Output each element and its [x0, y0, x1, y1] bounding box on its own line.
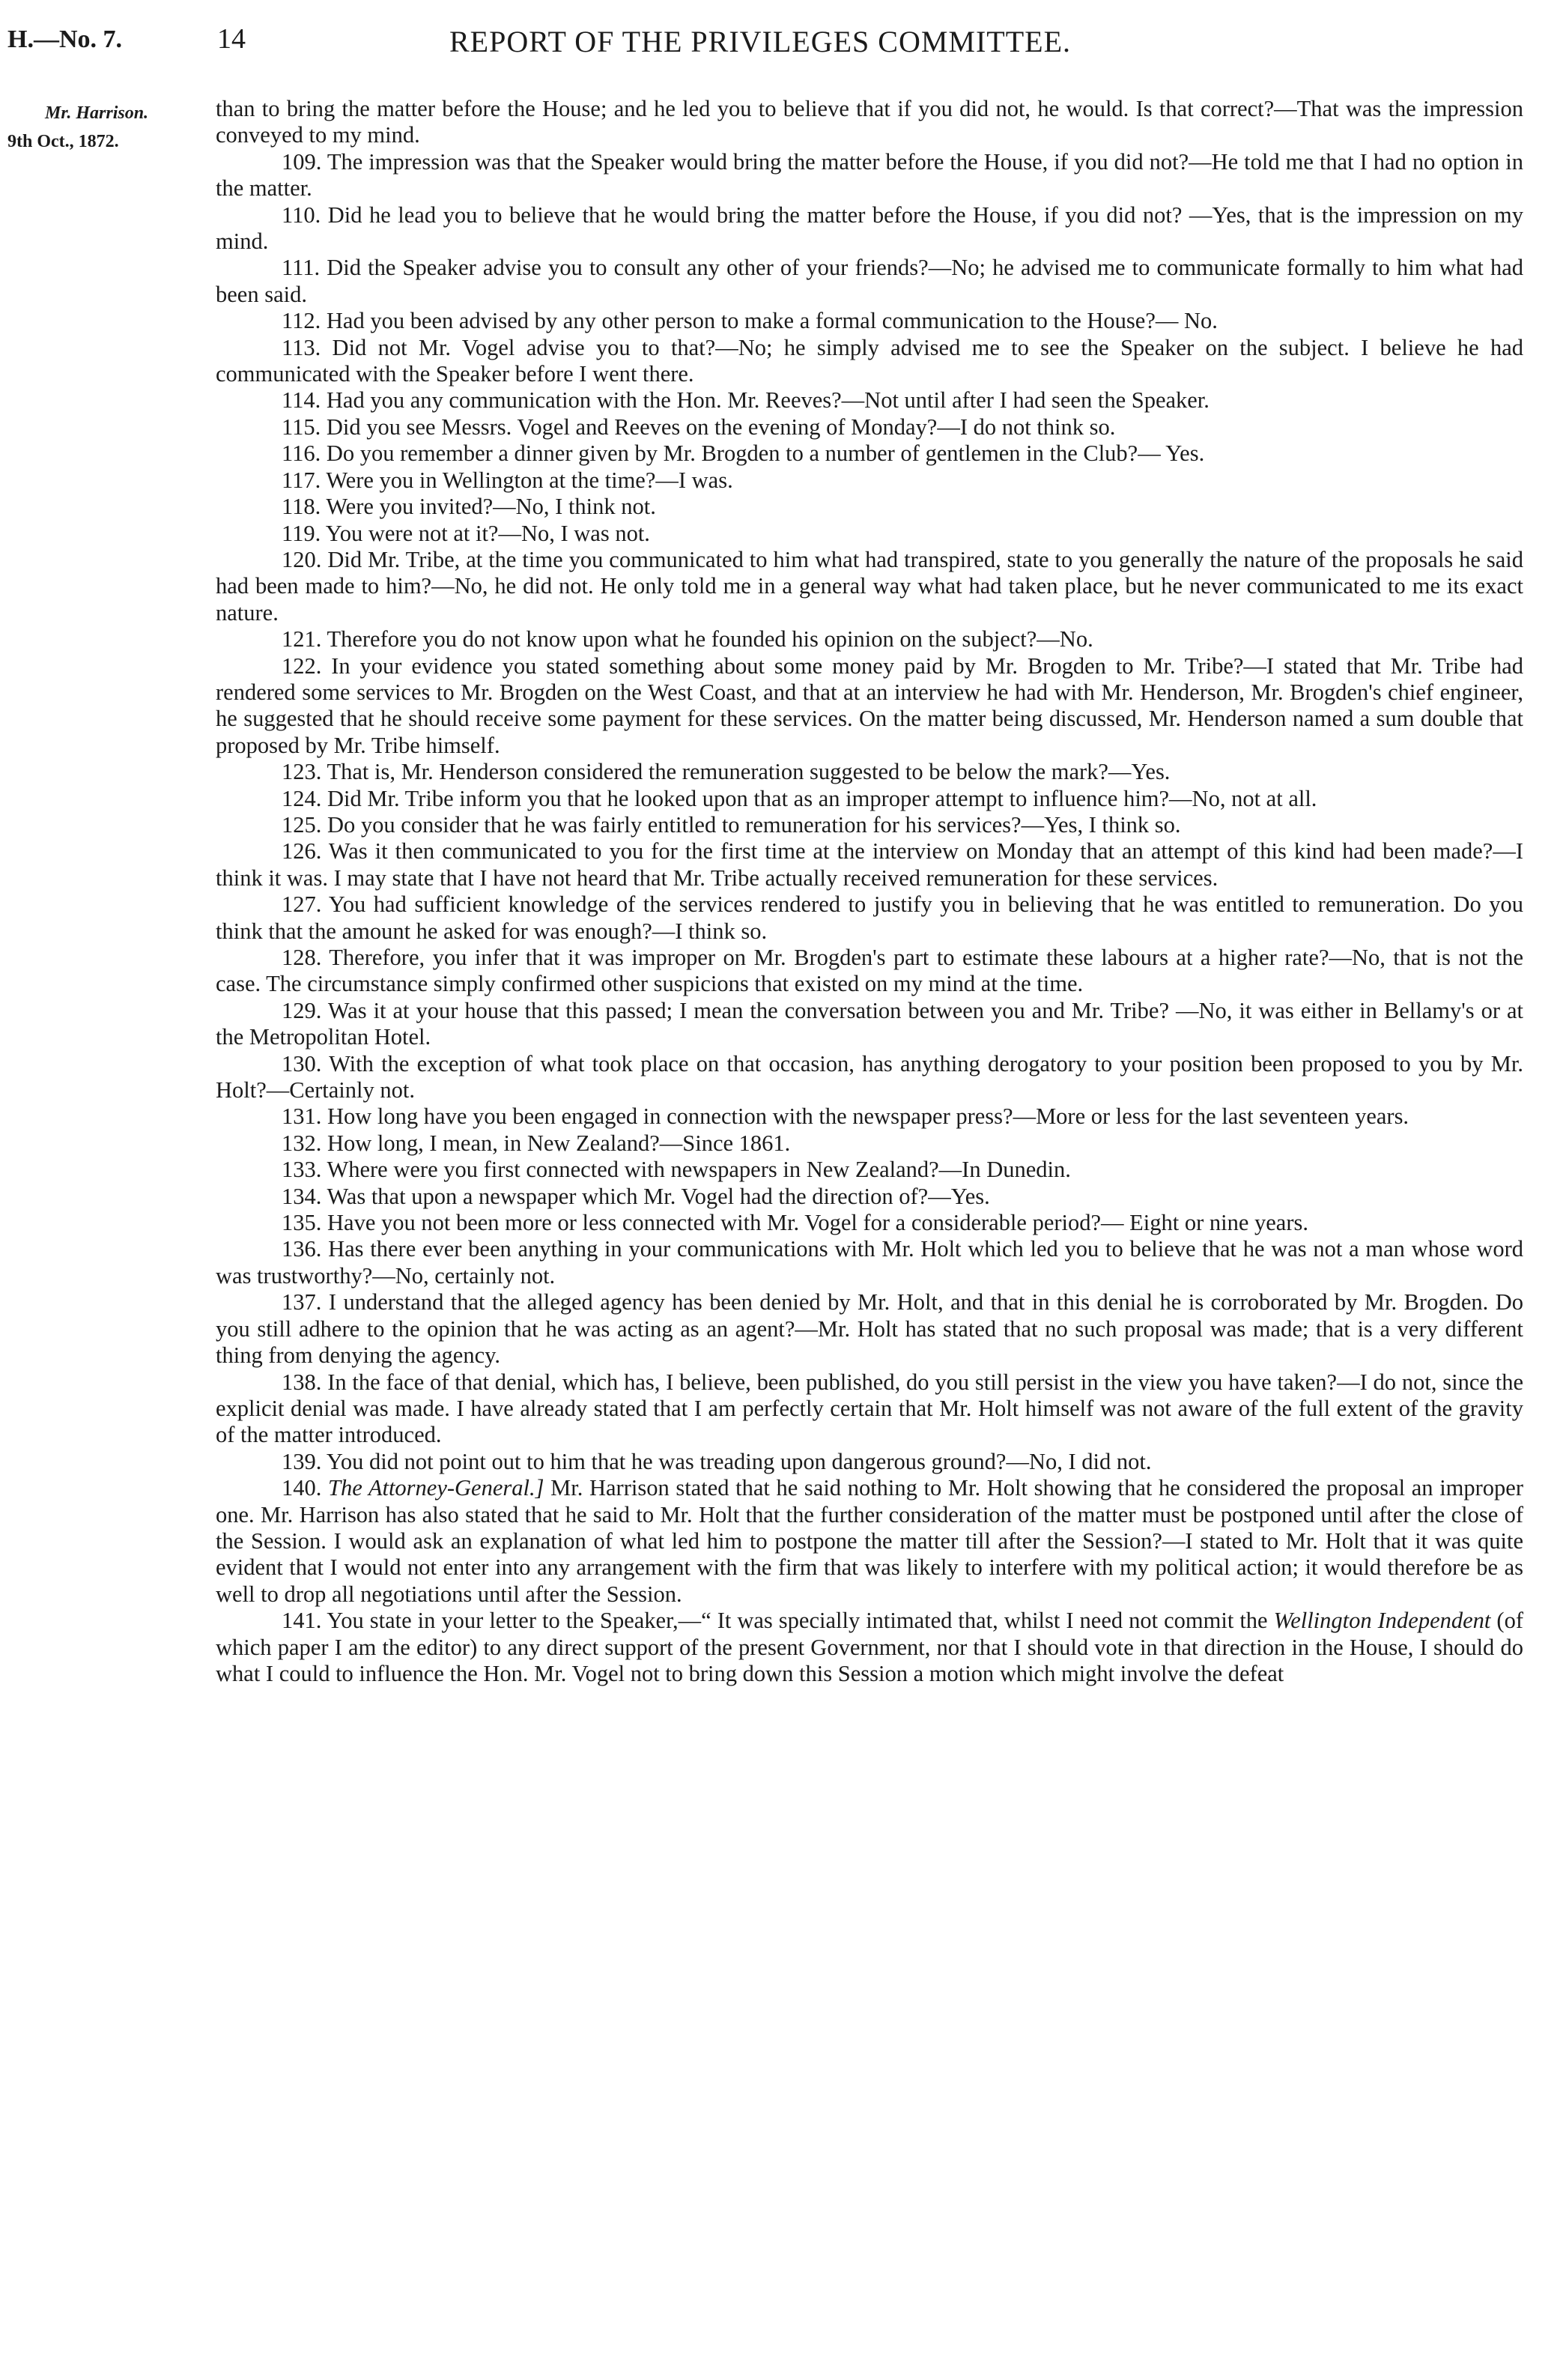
question-141: 141. You state in your letter to the Speaker,—“ It was specially intimated that, whilst I need not commit the Wellington Independent (of which paper I am the editor) to any direct support of the present Government, nor that I should vote in that direction in the House, I should do what I could to influence the Hon. Mr. Vogel not to bring down this Session a motion which might involve the defeat [216, 1608, 1523, 1686]
question-136: 136. Has there ever been anything in your communications with Mr. Holt which led you to believe that he was not a man whose word was trustworthy?—No, certainly not. [216, 1236, 1523, 1289]
question-130: 130. With the exception of what took place on that occasion, has anything derogatory to your position been proposed to you by Mr. Holt?—Certainly not. [216, 1050, 1523, 1103]
question-134: 134. Was that upon a newspaper which Mr. Vogel had the direction of?—Yes. [282, 1183, 990, 1209]
newspaper-title: Wellington Independent [1273, 1608, 1491, 1634]
question-115: 115. Did you see Messrs. Vogel and Reeves on the evening of Monday?—I do not think so. [282, 414, 1116, 440]
question-122: 122. In your evidence you stated something about some money paid by Mr. Brogden to Mr. Tribe?—I stated that Mr. Tribe had rendered some services to Mr. Brogden on the West Coast, and that at an interview he had with Mr. Henderson, Mr. Brogden's chief engineer, he suggested that he should receive some payment for these services. On the matter being discussed, Mr. Henderson named a sum double that proposed by Mr. Tribe himself. [216, 652, 1524, 758]
question-113: 113. Did not Mr. Vogel advise you to that?—No; he simply advised me to see the Speaker on the subject. I believe he had communicated with the Speaker before I went there. [216, 334, 1524, 387]
witness-name: Mr. Harrison. [45, 103, 149, 123]
question-128: 128. Therefore, you infer that it was improper on Mr. Brogden's part to estimate these labours at a higher rate?—No, that is not the case. The circumstance simply confirmed other suspicions that existed on my mind at the time. [216, 945, 1523, 997]
hearing-date: 9th Oct., 1872. [7, 132, 119, 151]
question-116: 116. Do you remember a dinner given by Mr. Brogden to a number of gentlemen in the Club?— Yes. [282, 440, 1205, 467]
margin-note [4, 99, 207, 156]
question-132: 132. How long, I mean, in New Zealand?—Since 1861. [282, 1130, 791, 1156]
document-reference: H.—No. 7. [7, 25, 122, 53]
question-120: 120. Did Mr. Tribe, at the time you communicated to him what had transpired, state to you generally the nature of the proposals he said had been made to him?—No, he did not. He only told me in a general way what had taken place, but he never communicated to me its exact nature. [216, 546, 1524, 626]
evidence-body [216, 96, 1523, 1687]
page-title: REPORT OF THE PRIVILEGES COMMITTEE. [449, 25, 1072, 58]
question-131: 131. How long have you been engaged in connection with the newspaper press?—More or less for the last seventeen years. [282, 1103, 1409, 1130]
question-118: 118. Were you invited?—No, I think not. [282, 494, 656, 520]
page-header [0, 13, 1566, 66]
question-125: 125. Do you consider that he was fairly entitled to remuneration for his services?—Yes, I think so. [282, 811, 1181, 838]
question-117: 117. Were you in Wellington at the time?—I was. [282, 467, 733, 493]
question-111: 111. Did the Speaker advise you to consult any other of your friends?—No; he advised me to communicate formally to him what had been said. [216, 255, 1524, 307]
question-123: 123. That is, Mr. Henderson considered the remuneration suggested to be below the mark?—Yes. [282, 759, 1171, 785]
question-129: 129. Was it at your house that this passed; I mean the conversation between you and Mr. Tribe? —No, it was either in Bellamy's or at the Metropolitan Hotel. [216, 997, 1523, 1050]
question-133: 133. Where were you first connected with newspapers in New Zealand?—In Dunedin. [282, 1157, 1071, 1183]
question-121: 121. Therefore you do not know upon what he founded his opinion on the subject?—No. [282, 626, 1093, 652]
question-139: 139. You did not point out to him that he was treading upon dangerous ground?—No, I did not. [282, 1448, 1152, 1474]
question-137: 137. I understand that the alleged agency has been denied by Mr. Holt, and that in this denial he is corroborated by Mr. Brogden. Do you still adhere to the opinion that he was acting as an agent?—Mr. Holt has stated that no such proposal was made; that is a very different thing from denying the agency. [216, 1289, 1523, 1369]
question-110: 110. Did he lead you to believe that he would bring the matter before the House, if you did not? —Yes, that is the impression on my mind. [216, 202, 1524, 255]
question-140: 140. The Attorney-General.] Mr. Harrison stated that he said nothing to Mr. Holt showing that he considered the proposal an improper one. Mr. Harrison has also stated that he said to Mr. Holt that the further consideration of the matter must be postponed until after the close of the Session. I would ask an explanation of what led him to postpone the matter till after the Session?—I stated to Mr. Holt that it was quite evident that I would not enter into any arrangement with the firm that was likely to interfere with my political action; it would therefore be as well to drop all negotiations until after the Session. [216, 1475, 1523, 1607]
page-number: 14 [217, 23, 246, 55]
speaker-attribution: The Attorney-General.] [328, 1475, 544, 1501]
question-127: 127. You had sufficient knowledge of the services rendered to justify you in believing that he was entitled to remuneration. Do you think that the amount he asked for was enough?—I think so. [216, 891, 1523, 944]
question-112: 112. Had you been advised by any other person to make a formal communication to the House?— No. [282, 308, 1218, 334]
question-109: 109. The impression was that the Speaker would bring the matter before the House, if you did not?—He told me that I had no option in the matter. [216, 148, 1523, 202]
question-114: 114. Had you any communication with the Hon. Mr. Reeves?—Not until after I had seen the Speaker. [282, 387, 1210, 414]
question-138: 138. In the face of that denial, which has, I believe, been published, do you still persist in the view you have taken?—I do not, since the explicit denial was made. I have already stated that I am perfectly certain that Mr. Holt himself was not aware of the full extent of the gravity of the matter introduced. [216, 1369, 1523, 1448]
paragraph-continuation: than to bring the matter before the House; and he led you to believe that if you did not, he would. Is that correct?—That was the impression conveyed to my mind. [216, 96, 1523, 148]
question-119: 119. You were not at it?—No, I was not. [282, 520, 650, 546]
question-126: 126. Was it then communicated to you for the first time at the interview on Monday that an attempt of this kind had been made?—I think it was. I may state that I have not heard that Mr. Tribe actually received remuneration for these services. [216, 838, 1523, 891]
question-135: 135. Have you not been more or less connected with Mr. Vogel for a considerable period?— Eight or nine years. [282, 1210, 1308, 1236]
question-124: 124. Did Mr. Tribe inform you that he looked upon that as an improper attempt to influence him?—No, not at all. [282, 785, 1317, 811]
